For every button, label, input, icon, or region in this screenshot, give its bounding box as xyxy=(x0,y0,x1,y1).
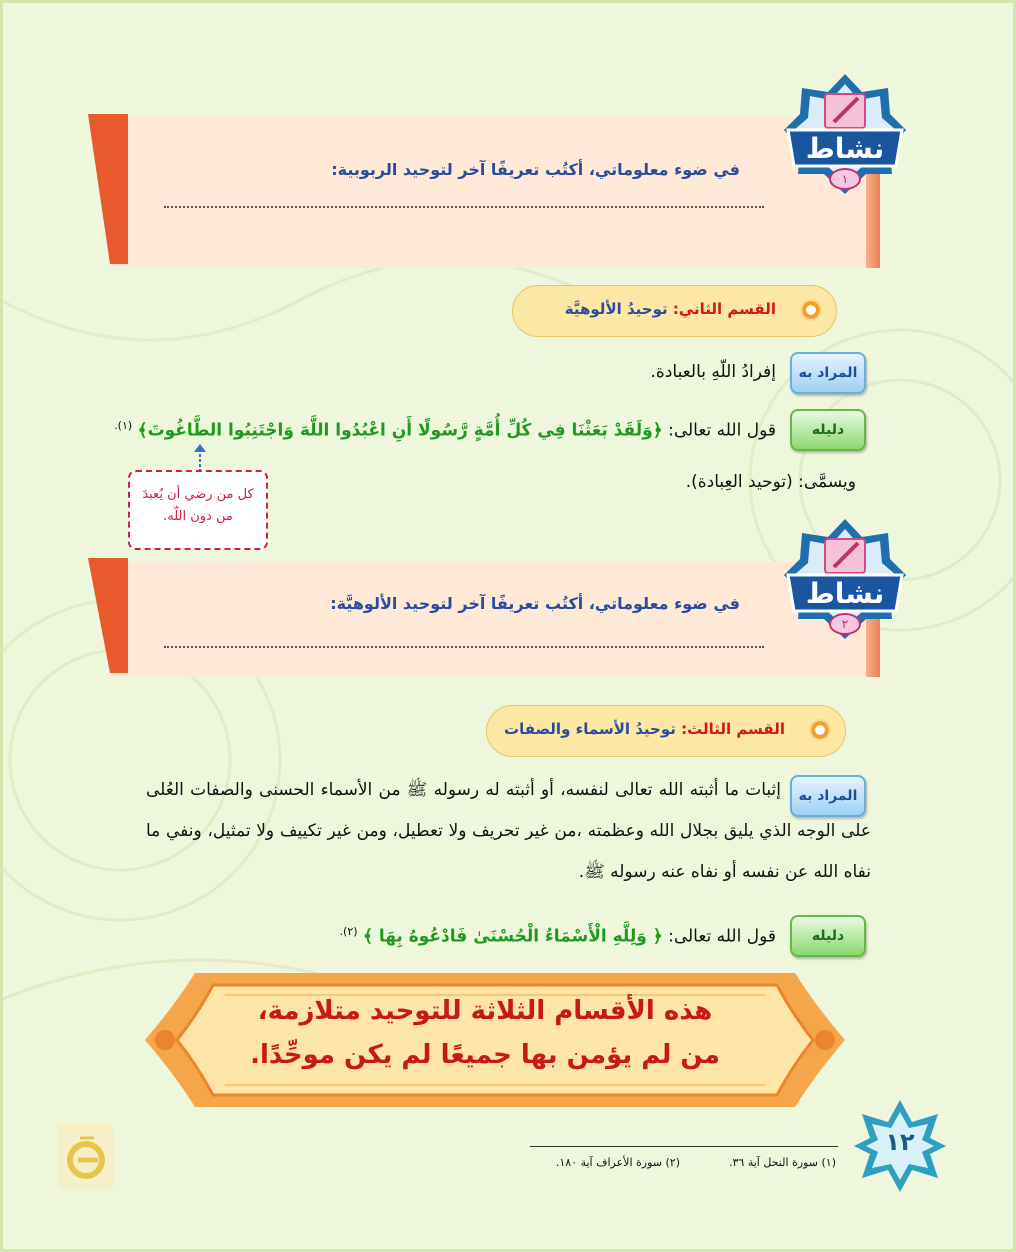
section-name: توحيدُ الأسماء والصفات xyxy=(504,720,676,738)
section-2-heading xyxy=(512,285,837,337)
section-name: توحيدُ الألوهيَّة xyxy=(564,300,668,318)
meaning-text: إفرادُ اللّهِ بالعبادة. xyxy=(650,362,776,382)
badge-label: نشاط xyxy=(805,132,885,165)
meaning-paragraph xyxy=(146,770,871,893)
activity-box-2 xyxy=(110,562,880,677)
banner-line-2: من لم يؤمن بها جميعًا لم يكن موحِّدًا. xyxy=(250,1040,720,1070)
badge-number: ٢ xyxy=(829,613,861,635)
evidence-tag: دليله xyxy=(790,915,866,957)
activity-box-1 xyxy=(110,118,880,268)
evidence-tag: دليله xyxy=(790,409,866,451)
section-label: القسم الثالث: xyxy=(681,720,785,738)
footnote-ref: (١). xyxy=(114,419,133,432)
heading-bullet-icon xyxy=(809,719,831,741)
activity-lip xyxy=(88,114,128,264)
evidence-line xyxy=(114,419,776,441)
activity-prompt: في ضوء معلوماتي، أكتُب تعريفًا آخر لتوحيد الألوهيَّة: xyxy=(330,594,740,613)
activity-lip xyxy=(88,558,128,673)
section-title xyxy=(504,720,785,738)
logo-icon xyxy=(58,1124,114,1190)
answer-line[interactable] xyxy=(164,206,764,208)
publisher-logo xyxy=(58,1124,114,1190)
activity-badge-1 xyxy=(780,70,910,200)
evidence-intro: قول الله تعالى: xyxy=(668,926,776,947)
footnote-divider xyxy=(530,1146,838,1147)
activity-prompt: في ضوء معلوماتي، أكتُب تعريفًا آخر لتوحيد الربوبية: xyxy=(331,160,740,179)
footnote-1: (١) سورة النحل آية ٣٦. xyxy=(729,1156,836,1169)
evidence-intro: قول الله تعالى: xyxy=(668,420,776,441)
side-note: كل من رضي أن يُعبدَ من دون اللّه. xyxy=(128,470,268,550)
footnote-2: (٢) سورة الأعراف آية ١٨٠. xyxy=(555,1156,680,1169)
footnote-ref: (٢). xyxy=(339,925,358,938)
badge-number: ١ xyxy=(829,168,861,190)
meaning-tag: المراد به xyxy=(790,775,866,817)
section-3-heading xyxy=(486,705,846,757)
section-label: القسم الثاني: xyxy=(672,300,776,318)
evidence-line xyxy=(340,925,776,947)
quran-verse: ﴿ وَلِلَّهِ الْأَسْمَاءُ الْحُسْنَىٰ فَادْعُوهُ بِهَا ﴾ xyxy=(362,926,663,947)
badge-label: نشاط xyxy=(805,577,885,610)
note-pointer-arrow xyxy=(190,442,210,472)
also-called-text: ويسمَّى: (توحيد العِبادة). xyxy=(685,472,856,492)
heading-bullet-icon xyxy=(800,299,822,321)
section-title xyxy=(565,300,776,318)
quran-verse: ﴿وَلَقَدْ بَعَثْنَا فِي كُلِّ أُمَّةٍ رَّسُولًا أَنِ اعْبُدُوا اللَّهَ وَاجْتَنِبُوا الطَّاغُوتَ﴾ xyxy=(137,420,663,441)
activity-badge-2 xyxy=(780,515,910,645)
page-number: ١٢ xyxy=(885,1128,915,1156)
banner-line-1: هذه الأقسام الثلاثة للتوحيد متلازمة، xyxy=(257,996,713,1026)
answer-line[interactable] xyxy=(164,646,764,648)
meaning-text: إثبات ما أثبته الله تعالى لنفسه، أو أثبته له رسوله ﷺ من الأسماء الحسنى والصفات العُلى على الوجه الذي يليق بجلال الله وعظمته ،من غير تحريف ولا تعطيل، ومن غير تكييف ولا تمثيل، ونفي ما نفاه الله عن نفسه أو نفاه عنه رسوله ﷺ. xyxy=(146,780,871,882)
meaning-tag: المراد به xyxy=(790,352,866,394)
